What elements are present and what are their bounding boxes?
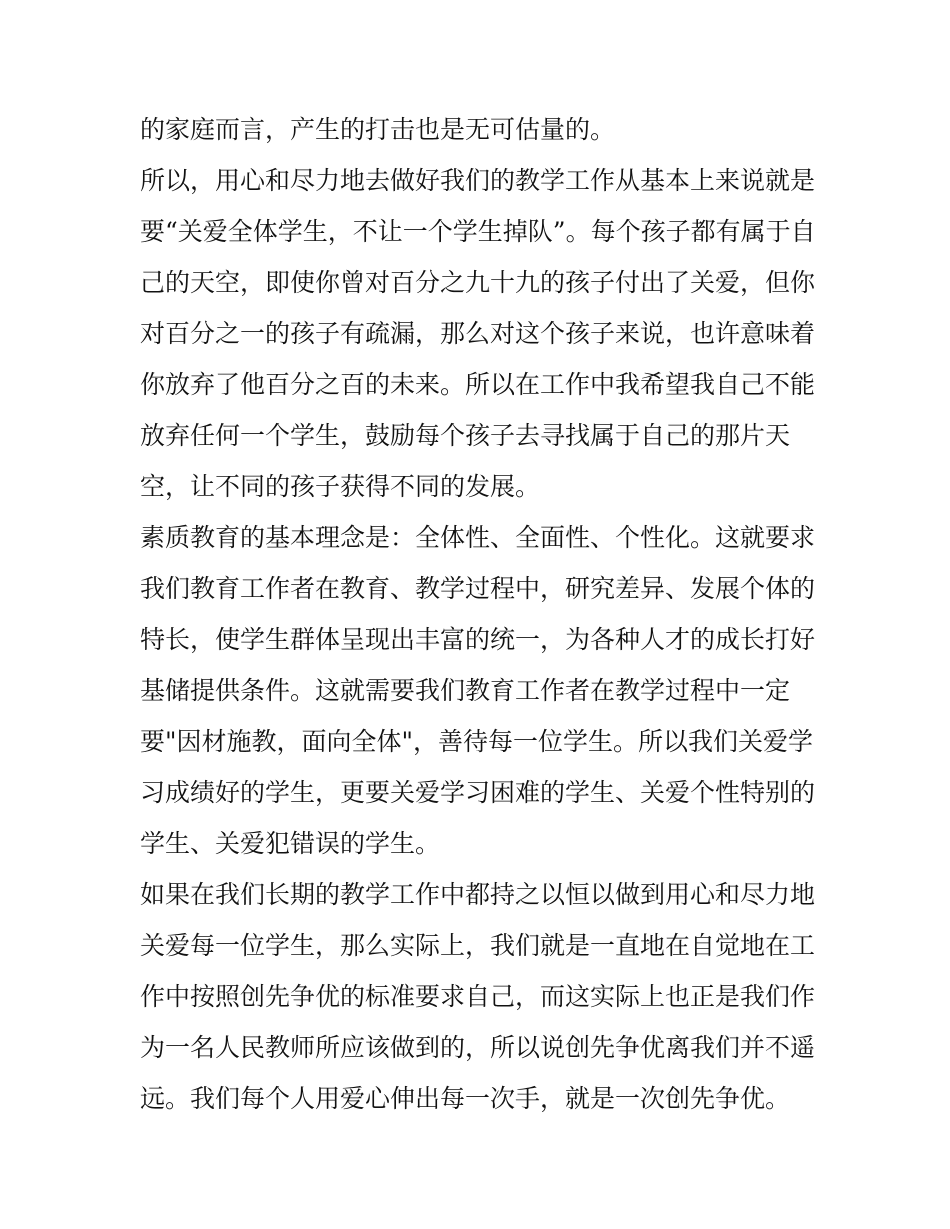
text-line: 素质教育的基本理念是：全体性、全面性、个性化。这就要求 bbox=[140, 523, 816, 552]
text-line: 特长，使学生群体呈现出丰富的统一，为各种人才的成长打好 bbox=[140, 625, 816, 654]
text-line: 你放弃了他百分之百的未来。所以在工作中我希望我自己不能 bbox=[140, 370, 816, 399]
text-line: 如果在我们长期的教学工作中都持之以恒以做到用心和尽力地 bbox=[140, 880, 816, 909]
text-line: 作中按照创先争优的标准要求自己，而这实际上也正是我们作 bbox=[140, 982, 816, 1011]
text-line: 的家庭而言，产生的打击也是无可估量的。 bbox=[140, 115, 616, 144]
text-line: 关爱每一位学生，那么实际上，我们就是一直地在自觉地在工 bbox=[140, 931, 816, 960]
text-line: 远。我们每个人用爱心伸出每一次手，就是一次创先争优。 bbox=[140, 1084, 791, 1113]
text-line: 习成绩好的学生，更要关爱学习困难的学生、关爱个性特别的 bbox=[140, 778, 816, 807]
text-line: 放弃任何一个学生，鼓励每个孩子去寻找属于自己的那片天 bbox=[140, 421, 791, 450]
body-text bbox=[140, 104, 830, 1124]
text-line: 己的天空，即使你曾对百分之九十九的孩子付出了关爱，但你 bbox=[140, 268, 816, 297]
text-line: 空，让不同的孩子获得不同的发展。 bbox=[140, 472, 541, 501]
text-line: 为一名人民教师所应该做到的，所以说创先争优离我们并不遥 bbox=[140, 1033, 816, 1062]
text-line: 要"因材施教，面向全体"，善待每一位学生。所以我们关爱学 bbox=[140, 727, 814, 756]
text-line: 要“关爱全体学生，不让一个学生掉队”。每个孩子都有属于自 bbox=[140, 217, 816, 246]
text-line: 所以，用心和尽力地去做好我们的教学工作从基本上来说就是 bbox=[140, 166, 816, 195]
text-line: 对百分之一的孩子有疏漏，那么对这个孩子来说，也许意味着 bbox=[140, 319, 816, 348]
text-line: 我们教育工作者在教育、教学过程中，研究差异、发展个体的 bbox=[140, 574, 816, 603]
text-line: 基储提供条件。这就需要我们教育工作者在教学过程中一定 bbox=[140, 676, 791, 705]
text-line: 学生、关爱犯错误的学生。 bbox=[140, 829, 441, 858]
